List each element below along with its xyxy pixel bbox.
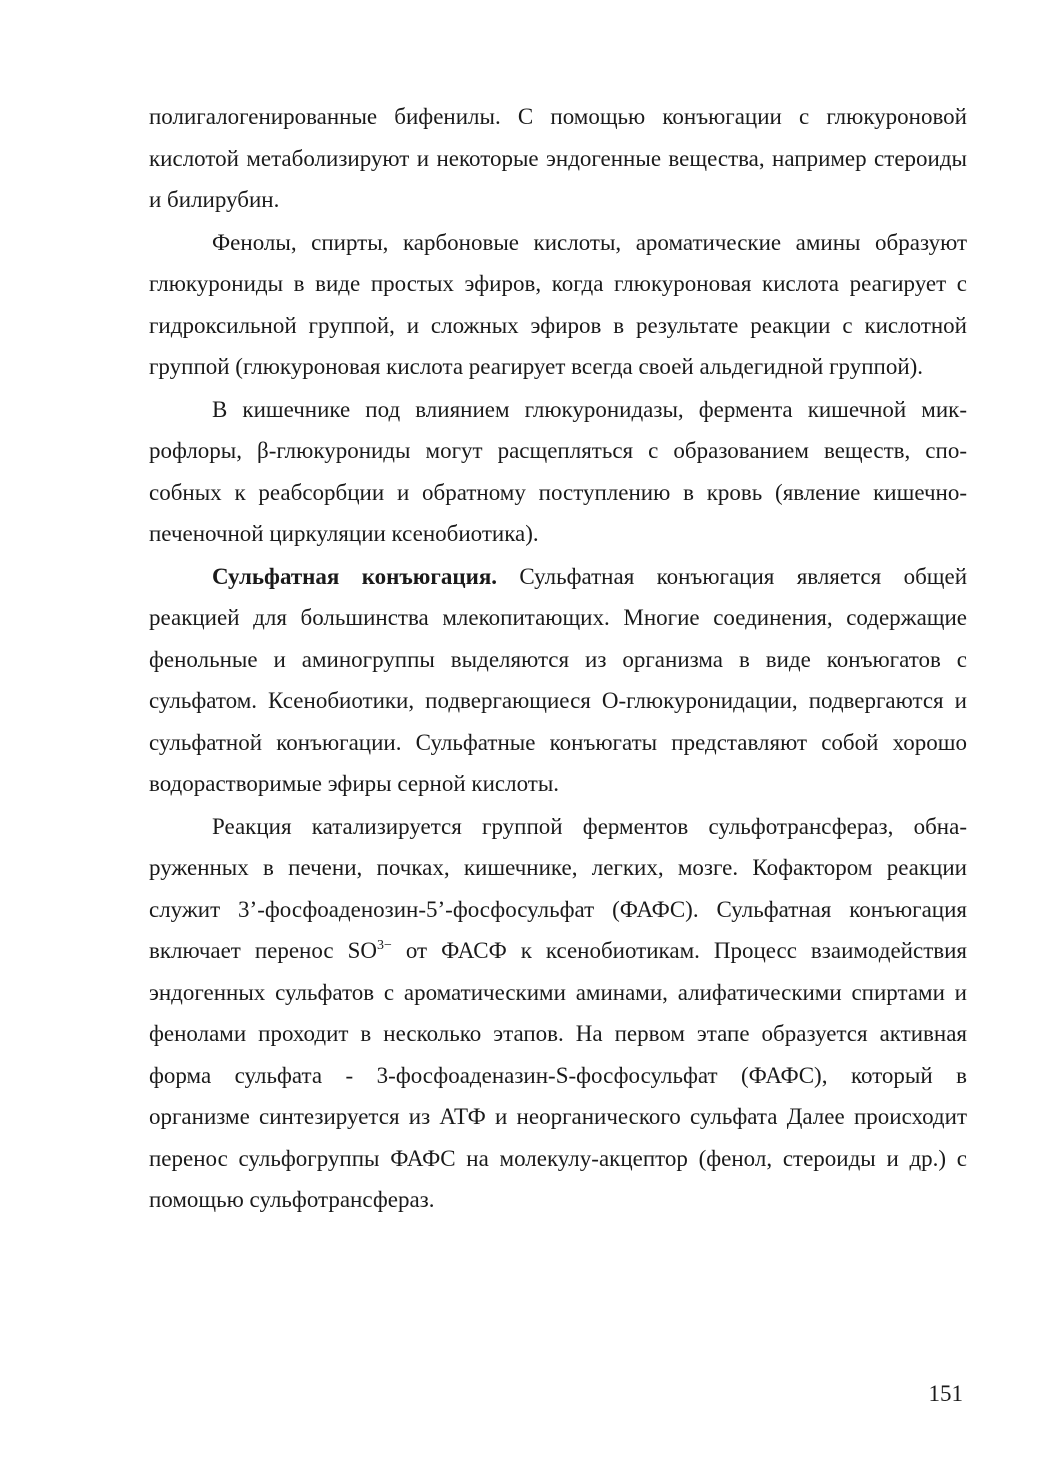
paragraph-5 (149, 806, 967, 1221)
paragraph-4-body: Сульфатная конъюгация является общей реакцией для большинства млекопитающих. Многие соединения, содержащие фенольные и аминогруппы выделяются из организма в виде конъюгатов с сульфатом. Ксенобиотики, подвергающиеся О-глюкуронидации, подвергаются и сульфатной конъюгации. Сульфатные конъюгаты представляют собой хорошо водорастворимые эфиры серной кислоты. (149, 563, 967, 796)
page-number: 151 (928, 1381, 963, 1406)
paragraph-1: полигалогенированные бифенилы. С помощью конъюгации с глюкуроновой кислотой метаболизируют и некоторые эндогенные вещества, например стероиды и билирубин. (149, 104, 967, 212)
paragraph-3: В кишечнике под влиянием глюкуронидазы, фермента кишечной микрофлоры, β-глюкурониды могут расщепляться с образованием веществ, способных к реабсорбции и обратному поступлению в кровь (явление кишечно-печеночной циркуляции ксенобиотика). (149, 396, 967, 546)
superscript-charge: 3− (377, 938, 392, 953)
paragraph-5-part-1: Реакция катализируется группой ферментов сульфотрансфераз, обнаруженных в печени, почках, кишечнике, легких, мозге. Кофактором реакции служит 3’-фосфоаденозин-5’-фосфосульфат (ФАФС). Сульфатная конъюгация включает перенос SO (149, 813, 967, 963)
paragraph-5-part-2: от ФАСФ к ксенобиотикам. Процесс взаимодействия эндогенных сульфатов с ароматическими аминами, алифатическими спиртами и фенолами проходит в несколько этапов. На первом этапе образуется активная форма сульфата - 3-фосфоаденазин-S-фосфосульфат (ФАФС), который в организме синтезируется из АТФ и неорганического сульфата Далее происходит перенос сульфогруппы ФАФС на молекулу-акцептор (фенол, стероиды и др.) с помощью сульфотрансфераз. (149, 938, 967, 1212)
paragraph-4 (149, 556, 967, 805)
section-heading-sulfate-conjugation: Сульфатная конъюгация. (212, 563, 498, 589)
paragraph-2: Фенолы, спирты, карбоновые кислоты, ароматические амины образуют глюкурониды в виде простых эфиров, когда глюкуроновая кислота реагирует с гидроксильной группой, и сложных эфиров в результате реакции с кислотной группой (глюкуроновая кислота реагирует всегда своей альдегидной группой). (149, 229, 967, 379)
body-text (149, 96, 967, 1221)
